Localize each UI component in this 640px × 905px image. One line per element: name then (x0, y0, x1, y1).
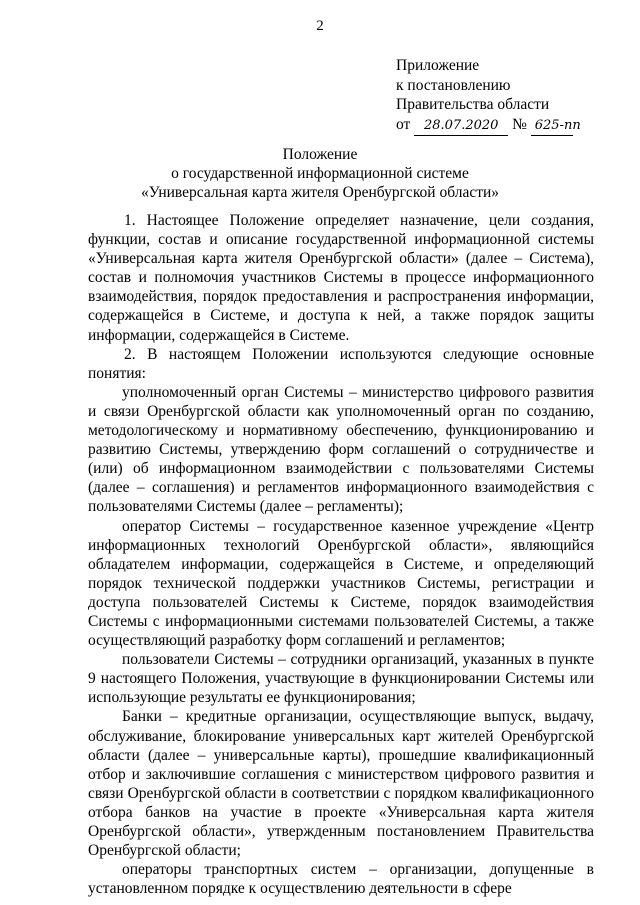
appendix-line-1: Приложение (396, 57, 480, 74)
appendix-line-3: Правительства области (396, 96, 550, 113)
definition-banks: Банки – кредитные организации, осуществляющие выпуск, выдачу, обслуживание, блокирование универсальных карт жителей Оренбургской области (далее – универсальные карты), прошедшие квалификационный отбор и заключившие соглашения с министерством цифрового развития и связи Оренбургской области в соответствии с порядком квалификационного отбора банков на участие в проекте «Универсальная карта жителя Оренбургской области», утвержденным постановлением Правительства Оренбургской области; (88, 708, 594, 860)
title-line-1: Положение (282, 146, 358, 163)
document-body (88, 211, 594, 898)
from-label: от (396, 115, 411, 133)
title-line-2: о государственной информационной системе (171, 165, 469, 182)
appendix-date-number-line (396, 115, 581, 137)
title-line-3: «Универсальная карта жителя Оренбургской области» (140, 184, 500, 201)
document-title (60, 145, 580, 202)
appendix-block (396, 56, 581, 136)
definition-transport-operators: операторы транспортных систем – организации, допущенные в установленном порядке к осуществлению деятельности в сфере (88, 861, 594, 898)
definition-authorized-body: уполномоченный орган Системы – министерство цифрового развития и связи Оренбургской области как уполномоченный орган по созданию, методологическому и нормативному обеспечению, функционированию и развитию Системы, утверждению форм соглашений о сотрудничестве и (или) об информационном взаимодействии с пользователями Системы (далее – соглашения) и регламентов информационного взаимодействия с пользователями Системы (далее – регламенты); (88, 383, 594, 516)
appendix-line-2: к постановлению (396, 76, 511, 94)
handwritten-date: 28.07.2020 (414, 116, 508, 137)
paragraph-2: 2. В настоящем Положении используются следующие основные понятия: (88, 345, 594, 382)
definition-system-operator: оператор Системы – государственное казенное учреждение «Центр информационных технологий Оренбургской области», являющийся обладателем информации, содержащейся в Системе, и определяющий порядок технической поддержки участников Системы, регистрации и доступа пользователей Системы к Системе, порядок взаимодействия Системы с информационными системами пользователей Системы, а также осуществляющий разработку форм соглашений и регламентов; (88, 517, 594, 650)
paragraph-1: 1. Настоящее Положение определяет назначение, цели создания, функции, состав и описание государственной информационной системы «Универсальная карта жителя Оренбургской области» (далее – Система), состав и полномочия участников Системы в процессе информационного взаимодействия, порядок предоставления и распространения информации, содержащейся в Системе, и доступа к ней, а также порядок защиты информации, содержащейся в Системе. (88, 212, 594, 344)
definition-system-users: пользователи Системы – сотрудники организаций, указанных в пункте 9 настоящего Положения, участвующие в функционировании Системы или использующие результаты ее функционирования; (88, 651, 594, 707)
handwritten-number: 625-пп (531, 116, 573, 137)
page-number: 2 (316, 18, 324, 34)
number-label: № (512, 115, 527, 133)
